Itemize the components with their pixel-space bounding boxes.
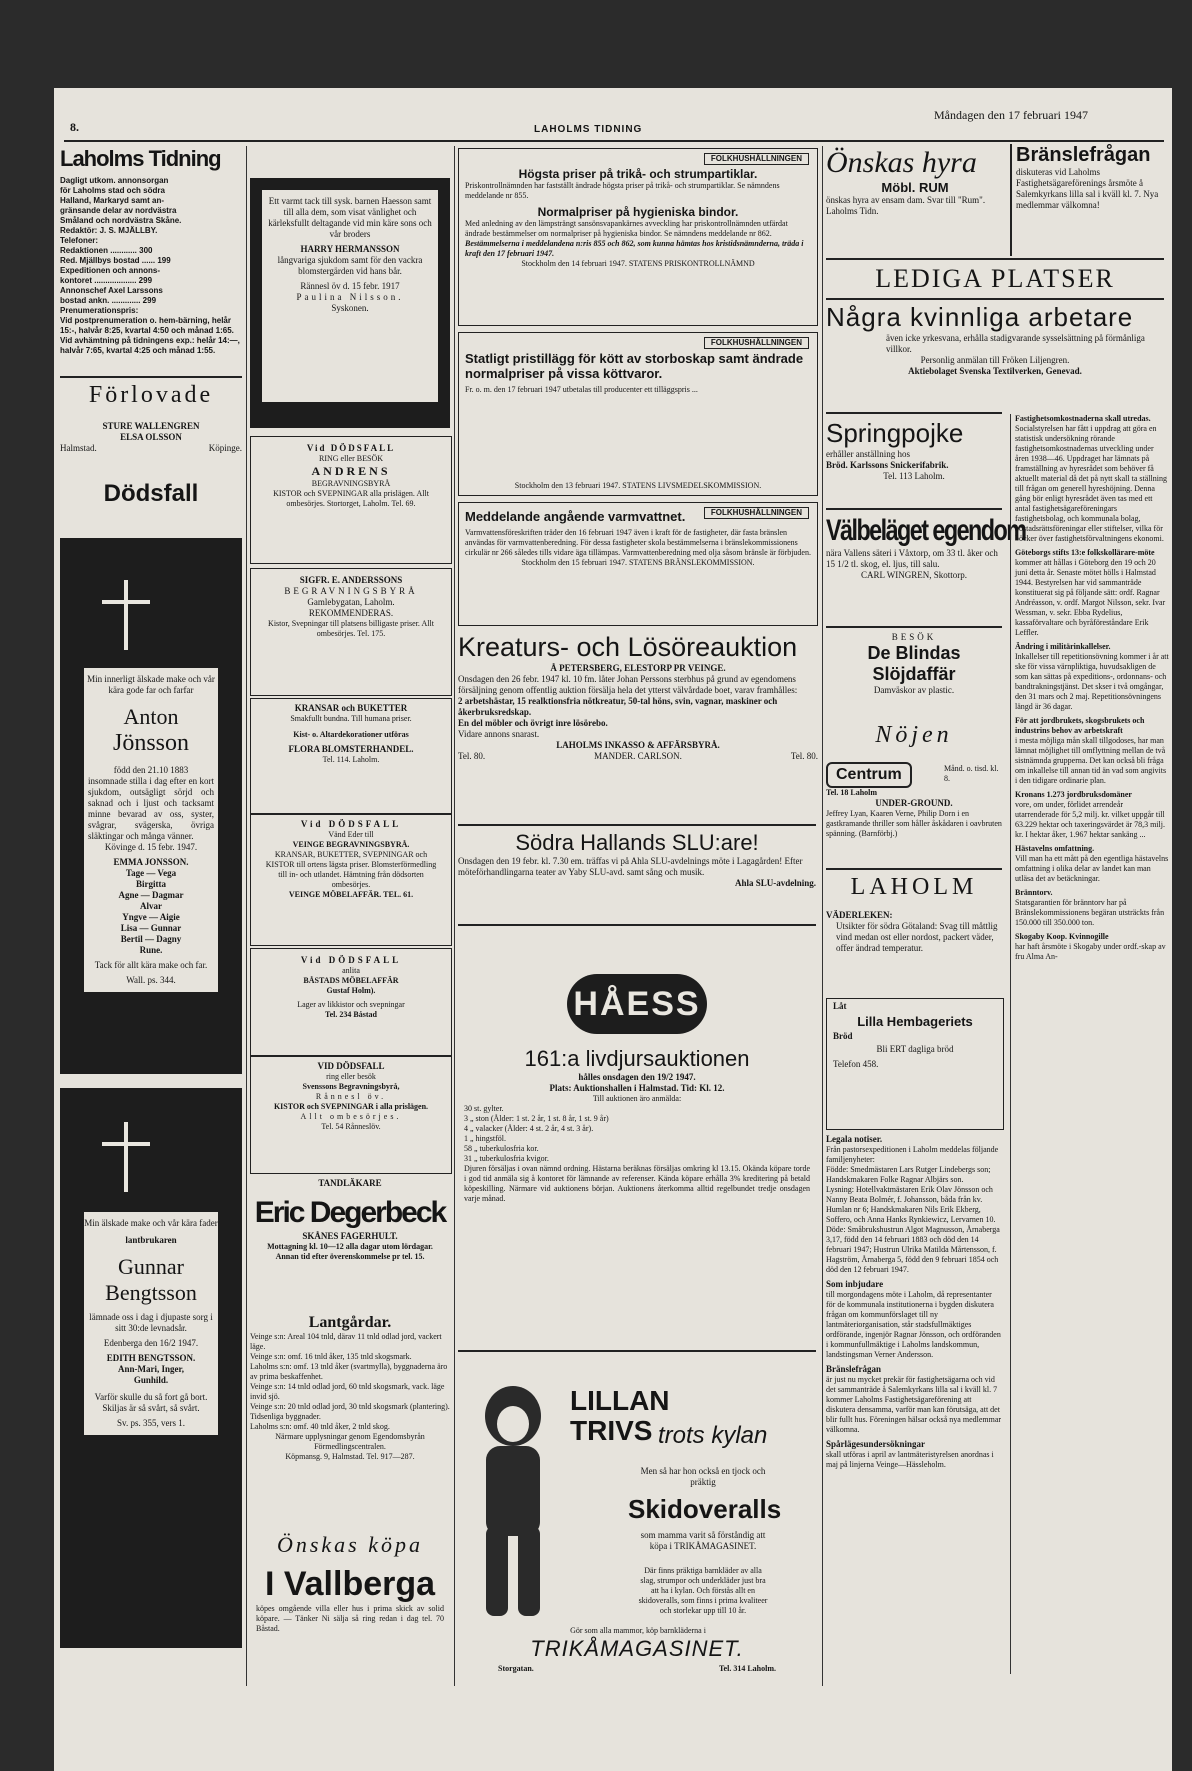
- ad-text: KRANSAR, BUKETTER, SVEPNINGAR och KISTOR till ortens lägsta priser. Blomsterförmedling till in- och utlandet. Hämtning från dödsorten ombesörjes.: [265, 850, 437, 889]
- slu-text: Onsdagen den 19 febr. kl. 7.30 em. träffas vi på Ahla SLU-avdelnings möte i Lagagården! Efter möteförhandlingarna teater av Yaby SLU-avd. samt sång och musik.: [458, 856, 803, 877]
- dentist-name: Eric Degerbeck: [254, 1196, 446, 1229]
- ad-title: Önskas köpa: [276, 1532, 424, 1557]
- masthead-prices-title: Prenumerationspris:: [60, 306, 139, 315]
- ad-andrens: [250, 436, 452, 564]
- notice-title: Meddelande angående varmvattnet.: [465, 509, 686, 524]
- lediga-heading: LEDIGA PLATSER: [875, 264, 1115, 293]
- farm-item: Veinge s:n: 20 tnld odlad jord, 30 tnld skogsmark (plantering). Tidsenliga byggnader.: [250, 1402, 450, 1421]
- auction-text: Onsdagen den 26 febr. 1947 kl. 10 fm. låter Johan Perssons sterbhus på grund av egendomens försäljning genom offentlig auktion försälja hela det ytterst välvårdade boet, varav framhålles:: [458, 674, 798, 695]
- running-title: LAHOLMS TIDNING: [534, 124, 643, 135]
- news-title: Hästavelns omfattning.: [1015, 844, 1095, 853]
- notice-text: Med anledning av den lämpsträngt sansönsvapankärnes avveckling har priskontrollnämnden utfärdat ändrade bestämmelser om normalpriser på hygieniska bindor. Se nämndens meddelande nr 862.: [465, 219, 788, 238]
- farm-item: Veinge s:n: Areal 104 tnld, därav 11 tnld odlad jord, vackert läge.: [250, 1332, 442, 1351]
- rule: [826, 868, 1002, 870]
- news-text: Statsgarantien för bränntorv har på Bränslekommissionens begäran utsträckts från 150.000 till 350.000 ton.: [1015, 898, 1165, 927]
- news-title: Bränntorv.: [1015, 888, 1053, 897]
- auction-tel: Tel. 80.: [458, 751, 486, 761]
- notice-varmvatten: [458, 502, 818, 626]
- branslefragan-title: Bränslefrågan: [1016, 144, 1151, 166]
- lillan-line-2: TRIVS: [570, 1415, 653, 1446]
- ad-text: Mottagning kl. 10—12 alla dagar utom lördagar. Annan tid efter överenskommelse pr tel. 15.: [267, 1242, 433, 1261]
- obit-family: Lisa — Gunnar: [120, 923, 182, 933]
- notice-title: Statligt pristillägg för kött av storboskap samt ändrade normalpriser på vissa köttvaror.: [465, 351, 804, 381]
- notice-title: Högsta priser på trikå- och strumpartiklar.: [518, 167, 758, 181]
- thanks-sign-2: Syskonen.: [331, 303, 369, 313]
- obit-family: Ann-Mari, Inger,: [118, 1364, 184, 1374]
- ad-title: Vid DÖDSFALL: [300, 819, 402, 829]
- news-title: Skogaby Koop. Kvinnogille: [1015, 932, 1109, 941]
- ad-text: även icke yrkesvana, erhålla stadigvarande sysselsättning på förmånliga villkor.: [886, 333, 1145, 354]
- ad-text: erhåller anställning hos: [826, 449, 910, 459]
- ad-title: VID DÖDSFALL: [317, 1061, 385, 1071]
- slu-title: Södra Hallands SLU:are!: [515, 830, 759, 855]
- news-text: Döde: Småbrukshustrun Algot Magnusson, Årnaberga 3,17, född den 14 februari 1883 och död den 14 februari 1947; Hustrun Ulrika Matilda Mårtensson, f. Hagström, Årnaberga 5, född den 9 februari 1854 och död den 12 februari 1947.: [826, 1225, 1000, 1274]
- news-text: Från pastorsexpeditionen i Laholm meddelas följande familjenyheter:: [826, 1145, 999, 1164]
- news-text: har haft årsmöte i Skogaby under ordf.-skap av fru Alma An-: [1015, 942, 1166, 961]
- obit-first-name: Gunnar: [118, 1254, 184, 1279]
- notice-text: Varmvattensföreskriften träder den 16 februari 1947 även i kraft för de fastigheter, där fasta bränslen användas för varmvattenberedning. För dessa fastigheter skola bestämmelserna i bränslekommissionens cirkulär nr 266 således tills vidare äga tillämpas. Varmvattenberedning med olja såsom bränsle är förbjuden.: [465, 528, 811, 557]
- haess-title: 161:a livdjursauktionen: [524, 1046, 750, 1071]
- ad-auction: [458, 632, 818, 822]
- notice-sign: Stockholm den 14 februari 1947. STATENS PRISKONTROLLNÄMND: [521, 259, 755, 268]
- obit-family: Tage — Vega: [125, 868, 177, 878]
- ad-sub: Vänd Eder till: [328, 830, 374, 839]
- ad-haess: [458, 930, 816, 1350]
- notice-bold: Bestämmelserna i meddelandena n:ris 855 och 862, som kunna hämtas hos kristidsnämnderna, träda i kraft den 17 februari 1947.: [465, 239, 804, 258]
- obit-verse: Wall. ps. 344.: [126, 975, 176, 985]
- news-title: För att jordbrukets, skogsbrukets och industrins behov av arbetskraft: [1015, 716, 1145, 735]
- auction-tel: Tel. 80.: [790, 751, 818, 761]
- notice-text: Priskontrollnämnden har fastställt ändrade högsta priser på trikå- och strumpartiklar. Se nämndens meddelande nr 855.: [465, 181, 780, 200]
- ad-text: Damväskor av plastic.: [873, 685, 955, 695]
- ad-tel: Tel. 114. Laholm.: [322, 755, 380, 764]
- notice-tag: FOLKHUSHÅLLNINGEN: [704, 337, 809, 349]
- ad-title: TANDLÄKARE: [318, 1178, 382, 1188]
- news-title: Legala notiser.: [826, 1134, 883, 1144]
- ad-name: SIGFR. E. ANDERSSONS: [299, 575, 403, 585]
- ad-text: Bröd: [833, 1031, 853, 1041]
- ad-tel: Telefon 458.: [833, 1059, 879, 1069]
- notice-livsmedel: [458, 332, 818, 496]
- ad-text: som mamma varit så förståndig att köpa i TRIKÅMAGASINET.: [640, 1530, 766, 1551]
- besok: BESÖK: [891, 632, 937, 642]
- auction-items: 2 arbetshästar, 15 realktionsfria nötkreatur, 50-tal höns, svin, vagnar, maskiner och åkerbruksredskap.: [458, 696, 778, 717]
- ad-text: Kistor, Svepningar till platsens billigaste priser. Allt ombesörjes. Tel. 175.: [268, 619, 434, 638]
- obit-text: lämnade oss i dag i djupaste sorg i sitt 30:de levnadsår.: [89, 1312, 213, 1333]
- news-text: vore, om under, förlidet arrendeår utarrenderade för 5,2 milj. kr. vilket uppgår till 63.229 hektar och taxeringsvärdet är 78,3 milj. kr. I hektar åker, 1.967 hektar sankäng ...: [1015, 800, 1165, 839]
- ad-text-2: Allt ombesörjes.: [300, 1112, 402, 1121]
- news-title: Fastighetsomkostnaderna skall utredas.: [1015, 414, 1151, 423]
- egendom-title: Välbeläget egendom: [826, 514, 1026, 547]
- obit-family: Gunhild.: [133, 1375, 169, 1385]
- obit-family: Yngve — Aigie: [122, 912, 180, 922]
- weather: [826, 910, 1002, 1000]
- farm-item: Veinge s:n: 14 tnld odlad jord, 60 tnld skogsmark, vack. läge invid sjö.: [250, 1382, 445, 1401]
- ad-hyra: [826, 146, 1004, 266]
- masthead-editor: Redaktör: J. S. MJÄLLBY.: [60, 226, 158, 235]
- auction-more: Vidare annons snarast.: [458, 729, 540, 739]
- ad-sign: VEINGE MÖBELAFFÄR. TEL. 61.: [288, 890, 414, 899]
- masthead-line: för Laholms stad och södra: [60, 186, 165, 195]
- news-text: Vill man ha ett mått på den egentliga hästavelns omfattning i olika delar av landet kan man utläsa det av betäckningar.: [1015, 854, 1169, 883]
- auction-extra: En del möbler och övrigt inre lösörebo.: [458, 718, 608, 728]
- farm-item: Laholms s:n: omf. 40 tnld åker, 2 tnld skog.: [250, 1422, 390, 1431]
- thanks-text: Ett varmt tack till sysk. barnen Haesson samt till alla dem, som visat vänlighet och kärleksfullt deltagande vid min käre sons och vår broders: [268, 196, 432, 239]
- ad-title: KRANSAR och BUKETTER: [294, 703, 408, 713]
- auction-org: LAHOLMS INKASSO & AFFÄRSBYRÅ.: [556, 740, 720, 750]
- ad-kvinnliga: [826, 302, 1164, 410]
- ad-egendom: [826, 514, 1026, 624]
- ad-rec: REKOMMENDERAS.: [308, 608, 394, 618]
- news-text: till morgondagens möte i Laholm, då representanter för de kommunala institutionerna i bygden diskutera frågan om kommunförslaget till ny lantmäteriorganisation, står stadsfullmäktiges ordförande, ingenjör Ragnar Jönsson, och ordföranden i kommunfullmäktige i Laholms landskommun, landstingsman Verner Andersson.: [826, 1290, 1001, 1359]
- ad-text: Smakfullt bundna. Till humana priser.: [290, 714, 412, 723]
- lillan-line-1: LILLAN: [570, 1385, 670, 1416]
- ad-tel: Tel. 113 Laholm.: [883, 471, 945, 481]
- ad-trikamagasinet: [458, 1356, 816, 1676]
- engagement-heading: Förlovade: [88, 382, 214, 408]
- centrum-days: Månd. o. tisd. kl. 8.: [944, 764, 999, 783]
- haess-intro: Till auktionen äro anmälda:: [592, 1094, 682, 1103]
- ad-centrum: [826, 762, 1002, 866]
- rule: [458, 924, 816, 926]
- issue-date: Måndagen den 17 februari 1947: [934, 108, 1088, 122]
- local-news: [826, 1134, 1002, 1674]
- engagement-name: ELSA OLSSON: [120, 432, 182, 442]
- obit-last-name: Bengtsson: [105, 1280, 197, 1305]
- farms-title: Lantgårdar.: [308, 1314, 392, 1331]
- springpojke-title: Springpojke: [826, 418, 964, 448]
- obit-family: Agne — Dagmar: [118, 890, 184, 900]
- nojen-heading: Nöjen: [875, 722, 953, 748]
- ad-tel: Tel. 234 Båstad: [325, 1010, 377, 1019]
- ad-text: Bli ERT dagliga bröd: [876, 1044, 954, 1054]
- news-text: är just nu mycket prekär för fastighetsägarna och vid det sammanträde å Salemkyrkans lilla sal i kväll kl. 7 kommer Laholms Fastighetsägareförening att diskutera densamma, varför man kan förutsäga, att det blir fullt hus. Föreningen hälsar också nya medlemmar välkomna.: [826, 1375, 1002, 1434]
- masthead-phone: Expeditionen och annons-: [60, 266, 161, 275]
- news-text: Socialstyrelsen har fått i uppdrag att göra en statistisk undersökning rörande fastighetsomkostnadernas utveckling under åren 1938—46. Uppdraget har lämnats på framställning av hyresrådet som behöver få aktuellt material då det på nytt skall ta ställning till frågan om generell hyreshöjning. Denna gång bör enligt hyresrådet även tas med ett antal fastighetsägareföreningars fastighetsbolag, och kommunala bolag, bostadsrättsföreningar eller stiftelser, vilka för böcker över fastighetsförvaltningens ekonomi.: [1015, 424, 1167, 543]
- notice-text: Fr. o. m. den 17 februari 1947 utbetalas till producenter ett tilläggspris ...: [465, 385, 698, 394]
- haess-item: 3 „ ston (Ålder: 1 st. 2 år, 1 st. 8 år, 1 st. 9 år): [464, 1114, 609, 1123]
- ad-title: Vid DÖDSFALL: [306, 443, 396, 453]
- hyra-sub: Möbl. RUM: [881, 180, 949, 195]
- ad-text: KISTOR och SVEPNINGAR alla prislägen. Allt ombesörjes. Stortorget, Laholm. Tel. 69.: [273, 489, 429, 508]
- child-illustration: [458, 1376, 568, 1626]
- engagement-notice: [60, 382, 242, 454]
- obit-family: Rune.: [139, 945, 163, 955]
- ad-place: Rånnesl öv.: [315, 1092, 387, 1101]
- haess-sub: hålles onsdagen den 19/2 1947.: [578, 1072, 696, 1082]
- haess-item: 1 „ hingstföl.: [464, 1134, 506, 1143]
- rule: [826, 626, 1002, 628]
- masthead-line: gränsande delar av nordvästra: [60, 206, 177, 215]
- thanks-place: Rännesl öv d. 15 febr. 1917: [300, 281, 400, 291]
- masthead: [60, 146, 242, 356]
- trika-street: Storgatan.: [498, 1664, 534, 1673]
- hembageri-title: Lilla Hembageriets: [857, 1014, 973, 1029]
- masthead-phone-title: Telefoner:: [60, 236, 99, 245]
- column-separator: [822, 146, 823, 1686]
- ad-branslefragan: [1010, 144, 1170, 256]
- obit-mourner: EDITH BENGTSSON.: [106, 1353, 196, 1363]
- engagement-place: Köpinge.: [208, 443, 242, 453]
- slojd-title: Slöjdaffär: [872, 664, 956, 684]
- notice-tag: FOLKHUSHÅLLNINGEN: [704, 507, 809, 519]
- ad-veinge: [250, 814, 452, 946]
- thanks-name: HARRY HERMANSSON: [300, 244, 400, 254]
- weather-title: VÄDERLEKEN:: [826, 910, 893, 920]
- ad-name: BÅSTADS MÖBELAFFÄR: [303, 976, 399, 985]
- ad-name: ANDRENS: [311, 464, 391, 478]
- notice-tag: FOLKHUSHÅLLNINGEN: [704, 153, 809, 165]
- ad-blindas: [826, 632, 1002, 718]
- ad-title: Vid DÖDSFALL: [300, 955, 402, 965]
- masthead-line: Halland, Markaryd samt an-: [60, 196, 165, 205]
- laholm-heading: LAHOLM: [850, 874, 978, 900]
- film-text: Jeffrey Lyan, Kaaren Verne, Philip Dorn i en gastkramande thriller som håller åskådaren i oavbruten spänning. (Barnförbj.): [826, 809, 1002, 838]
- news-text: Lysning: Hotellvaktmästaren Erik Olav Jönsson och Nanny Beata Bolmér, f. Johansson, båda från kv. Humlan nr 6; Handskmakaren Nils Erik Ekberg, Soffero, och Anna Hanks Rynkiewicz, Lervarnen 10.: [826, 1185, 996, 1224]
- column-rule: [60, 376, 242, 378]
- obit-intro: Min innerligt älskade make och vår kära gode far och farfar: [87, 674, 215, 695]
- notice-priskontroll: [458, 148, 818, 326]
- haess-item: 58 „ tuberkulosfria kor.: [464, 1144, 539, 1153]
- news-column: [1010, 414, 1169, 1674]
- haess-item: 31 „ tuberkulosfria kvigor.: [464, 1154, 549, 1163]
- news-title: Kronans 1.273 jordbruksdomäner: [1015, 790, 1132, 799]
- farm-item: Laholms s:n: omf. 13 tnld åker (svartmylla), byggnaderna äro av prima beskaffenhet.: [250, 1362, 448, 1381]
- thanks-sign: Paulina Nilsson.: [296, 292, 404, 302]
- ad-sub: ring eller besök: [326, 1072, 376, 1081]
- trika-tel: Tel. 314 Laholm.: [718, 1664, 776, 1673]
- masthead-phone: kontoret ................... 299: [60, 276, 153, 285]
- news-text: kommer att hållas i Göteborg den 19 och 20 juni detta år. Senaste mötet hölls i Halmstad 1944. Bestyrelsen har vid sammanträde konstituerat sig på följande sätt: ordf. Ragnar Andréasson, v. ordf. Margot Nilsson, sekr. Ivar Wessman, v. sekr. Ebba Rydelius, kassaförvaltare och byråföreståndare Erik Leffler.: [1015, 558, 1166, 637]
- rule: [458, 824, 816, 826]
- haess-item: 30 st. gylter.: [464, 1104, 504, 1113]
- ad-tel: Tel. 54 Rånneslöv.: [321, 1122, 381, 1131]
- news-title: Bränslefrågan: [826, 1364, 881, 1374]
- engagement-name: STURE WALLENGREN: [102, 421, 200, 431]
- farm-item: Veinge s:n: omf. 16 tnld åker, 135 tnld skogsmark.: [250, 1352, 412, 1361]
- masthead-line: Dagligt utkom. annonsorgan: [60, 176, 169, 185]
- ad-hembageri: [826, 998, 1004, 1130]
- rule: [458, 1350, 816, 1352]
- notice-sign: Stockholm den 15 februari 1947. STATENS BRÄNSLEKOMMISSION.: [521, 558, 755, 567]
- ad-text-2: Kist- o. Altardekorationer utföras: [293, 730, 409, 739]
- masthead-phone: Red. Mjällbys bostad ...... 199: [60, 256, 171, 265]
- obit-mourner: EMMA JONSSON.: [113, 857, 189, 867]
- news-title: Göteborgs stifts 13:e folkskollärare-möte: [1015, 548, 1155, 557]
- obit-place: Kövinge d. 15 febr. 1947.: [104, 842, 198, 852]
- ad-place: Gamlebygatan, Laholm.: [307, 597, 395, 607]
- column-separator: [246, 146, 247, 1686]
- rule: [826, 298, 1164, 300]
- ad-buy: [250, 1532, 450, 1682]
- slu-sign: Ahla SLU-avdelning.: [734, 878, 816, 888]
- haess-place: Plats: Auktionshallen i Halmstad. Tid: Kl. 12.: [549, 1083, 725, 1093]
- blindas-title: De Blindas: [867, 643, 961, 663]
- notice-sign: Stockholm den 13 februari 1947. STATENS LIVSMEDELSKOMMISSION.: [514, 481, 762, 490]
- thanks-text-2: långvariga sjukdom samt för den vackra blomstergärden vid hans bår.: [277, 255, 423, 276]
- ad-text: Lager av likkistor och svepningar: [297, 1000, 405, 1009]
- ad-svenssons: [250, 1056, 452, 1174]
- ad-sub: RING eller BESÖK: [319, 454, 383, 463]
- film-title: UNDER-GROUND.: [875, 798, 953, 808]
- news-title: Som inbjudare: [826, 1279, 884, 1289]
- auction-contact: MANDER. CARLSON.: [594, 751, 682, 761]
- ad-text-3: Gör som alla mammor, köp barnkläderna i: [570, 1626, 706, 1635]
- trika-logo: TRIKÅMAGASINET.: [530, 1636, 744, 1661]
- obit-family: Bertil — Dagny: [120, 934, 182, 944]
- ad-text-2: Där finns präktiga barnkläder av alla slag, strumpor och underkläder just bra att ha i kylan. Och förstås allt en skidoveralls, som finns i prima kvaliteer och storlekar upp till 10 år.: [638, 1566, 768, 1615]
- ad-firm: Bröd. Karlssons Snickerifabrik.: [826, 460, 949, 470]
- haess-item: 4 „ valacker (Ålder: 4 st. 2 år, 4 st. 3 år).: [464, 1124, 594, 1133]
- obit-last-name: Jönsson: [112, 730, 190, 756]
- thanks-notice: [250, 178, 450, 428]
- news-text: Födde: Smedmästaren Lars Rutger Lindebergs son; Handskmakaren Folke Ragnar Albjärs son.: [826, 1165, 991, 1184]
- centrum-tel: Tel. 18 Laholm: [826, 788, 878, 797]
- auction-title: Kreaturs- och Lösöreauktion: [458, 632, 798, 662]
- ad-bastad: [250, 948, 452, 1056]
- weather-text: Utsikter för södra Götaland: Svag till måttlig vind medan ost eller nordost, packert väder, offer ändrad temperatur.: [836, 921, 998, 953]
- ad-springpojke: [826, 418, 1002, 508]
- news-text: Inkallelser till repetitionsövning kommer i år att ske för vissa värnpliktiga, huvudsakligen de som kan sättas på expeditions-, ordonnans- och bandtrakningstjänst. Det skser i två omgångar, den 31 mars och 2 maj. Repetitionsövningens längd är 36 dagar.: [1015, 652, 1169, 711]
- farms-addr: Köpmansg. 9, Halmstad. Tel. 917—287.: [285, 1452, 415, 1461]
- header-rule: [64, 140, 1164, 142]
- ad-name-2: Gustaf Holm).: [326, 986, 376, 995]
- ad-slu: [458, 830, 816, 920]
- kvinnliga-title: Några kvinnliga arbetare: [826, 302, 1134, 332]
- obituary-gunnar: [60, 1088, 242, 1648]
- news-title: Ändring i militärinkallelser.: [1015, 642, 1111, 651]
- ad-name: I Vallberga: [264, 1565, 436, 1603]
- ad-text: Låt: [833, 1001, 847, 1011]
- obit-text: insomnade stilla i dag efter en kort sjukdom, outsägligt sörjd och saknad och i ljust och tacksamt minne bevarad av oss, syster, svågrar, svägerska, övriga släktingar och många vänner.: [88, 776, 214, 841]
- obit-title: lantbrukaren: [125, 1235, 177, 1245]
- obit-hymn: Sv. ps. 355, vers 1.: [117, 1418, 185, 1428]
- ad-dentist: [250, 1178, 450, 1308]
- hyra-title: Önskas hyra: [826, 146, 977, 179]
- obit-thanks: Tack för allt kära make och far.: [94, 960, 208, 970]
- skid-title: Skidoveralls: [628, 1494, 782, 1524]
- obit-intro: Min älskade make och vår kära fader: [84, 1218, 218, 1228]
- masthead-prices: Vid postprenumeration o. hem-bärning, helår 15:-, halvår 8:25, kvartal 4:50 och månad 1:65. Vid avhämtning på tidningens exp.: helår 14:—, halvår 7:65, kvartal 4:25 och månad 1:55.: [60, 316, 240, 355]
- column-separator: [454, 146, 455, 1686]
- ad-text: nära Vallens säteri i Våxtorp, om 33 tl. åker och 15 1/2 tl. skog, el. ljus, till salu.: [826, 548, 998, 569]
- ad-text: Men så har hon också en tjock och präktig: [640, 1466, 766, 1487]
- masthead-phone: Annonschef Axel Larssons: [60, 286, 163, 295]
- rule: [826, 412, 1002, 414]
- lillan-line-3: trots kylan: [658, 1422, 768, 1449]
- ad-name: Svenssons Begravningsbyrå,: [302, 1082, 400, 1091]
- ad-text-2: Personlig anmälan till Fröken Liljengren.: [920, 355, 1070, 365]
- masthead-phone: Redaktionen ............ 300: [60, 246, 153, 255]
- hyra-text: önskas hyra av ensam dam. Svar till "Rum". Laholms Tidn.: [826, 195, 986, 216]
- rule: [826, 258, 1164, 260]
- obit-family: Birgitta: [136, 879, 166, 889]
- masthead-phone: bostad ankn. ............. 299: [60, 296, 157, 305]
- ad-sub: anlita: [342, 966, 360, 975]
- engagement-place: Halmstad.: [60, 443, 97, 453]
- obit-verse: Varför skulle du så fort gå bort. Skiljas är så svårt, så svårt.: [94, 1392, 208, 1413]
- ad-farms: [250, 1314, 450, 1524]
- obit-born: född den 21.10 1883: [113, 765, 189, 775]
- news-title: Spårlägesundersökningar: [826, 1439, 926, 1449]
- ad-text: köpes omgående villa eller hus i prima skick av solid köpare. — Tänker Ni sälja så ring redan i dag tel. 70 Båstad.: [256, 1604, 444, 1633]
- obit-first-name: Anton: [123, 704, 179, 729]
- obituary-anton: [60, 538, 242, 1074]
- ad-place: SKÅNES FAGERHULT.: [302, 1231, 398, 1241]
- news-text: skall utföras i april av lantmäteristyrelsen anordnas i maj på linjerna Veinge—Hässleholm.: [826, 1450, 994, 1469]
- obit-place: Edenberga den 16/2 1947.: [103, 1338, 199, 1348]
- notice-title: Normalpriser på hygieniska bindor.: [537, 205, 739, 219]
- masthead-line: Småland och nordvästra Skåne.: [60, 216, 182, 225]
- ad-sigfr: [250, 568, 452, 696]
- cross-icon: [124, 580, 128, 650]
- page-number: 8.: [70, 120, 79, 134]
- haess-logo: HÅESS: [567, 974, 707, 1034]
- news-text: i mesta möjliga mån skall tillgodoses, har man lämnat möjlighet till omflyttning mellan de två sistnämnda grupperna. Det kan också bli fråga om inkallelse till annan tid än vad som angivits i den tidigare ordinarie plan.: [1015, 736, 1167, 785]
- ad-name: FLORA BLOMSTERHANDEL.: [288, 744, 414, 754]
- newspaper-page: [54, 88, 1172, 1771]
- auction-sub: Å PETERSBERG, ELESTORP PR VEINGE.: [550, 663, 726, 673]
- centrum-logo: Centrum: [826, 762, 912, 788]
- branslefragan-text: diskuteras vid Laholms Fastighetsägareförenings årsmöte å Salemkyrkans lilla sal i kväll kl. 7. Nya medlemmar välkomna!: [1016, 167, 1159, 210]
- haess-text: Djuren försäljas i ovan nämnd ordning. Hästarna beräknas försäljas omkring kl 13.15. Okända köpare torde i god tid anmäla sig å kontoret för lämnande av referenser. Kända köpare erhålla 3% kreditering på betald köpeskilling. Närmare vid auktionens början. Auktionens återkomma alltid regelbundet tredje onsdagen varje månad.: [464, 1164, 810, 1203]
- ad-text: KISTOR och SVEPNINGAR i alla prislägen.: [273, 1102, 429, 1111]
- ad-name-2: BEGRAVNINGSBYRÅ: [284, 586, 418, 596]
- farms-contact: Närmare upplysningar genom Egendomsbyrån Förmedlingscentralen.: [275, 1432, 425, 1451]
- cross-icon: [124, 1122, 128, 1192]
- ad-flora: [250, 698, 452, 814]
- ad-name: VEINGE BEGRAVNINGSBYRÅ.: [292, 840, 410, 849]
- obit-family: Alvar: [140, 901, 162, 911]
- ad-name-2: BEGRAVNINGSBYRÅ: [311, 479, 391, 488]
- ad-sign: Aktiebolaget Svenska Textilverken, Genevad.: [908, 366, 1082, 376]
- masthead-title: Laholms Tidning: [60, 146, 221, 171]
- ad-sign: CARL WINGREN, Skottorp.: [860, 570, 967, 580]
- rule: [826, 508, 1002, 510]
- deaths-heading: Dödsfall: [103, 480, 199, 507]
